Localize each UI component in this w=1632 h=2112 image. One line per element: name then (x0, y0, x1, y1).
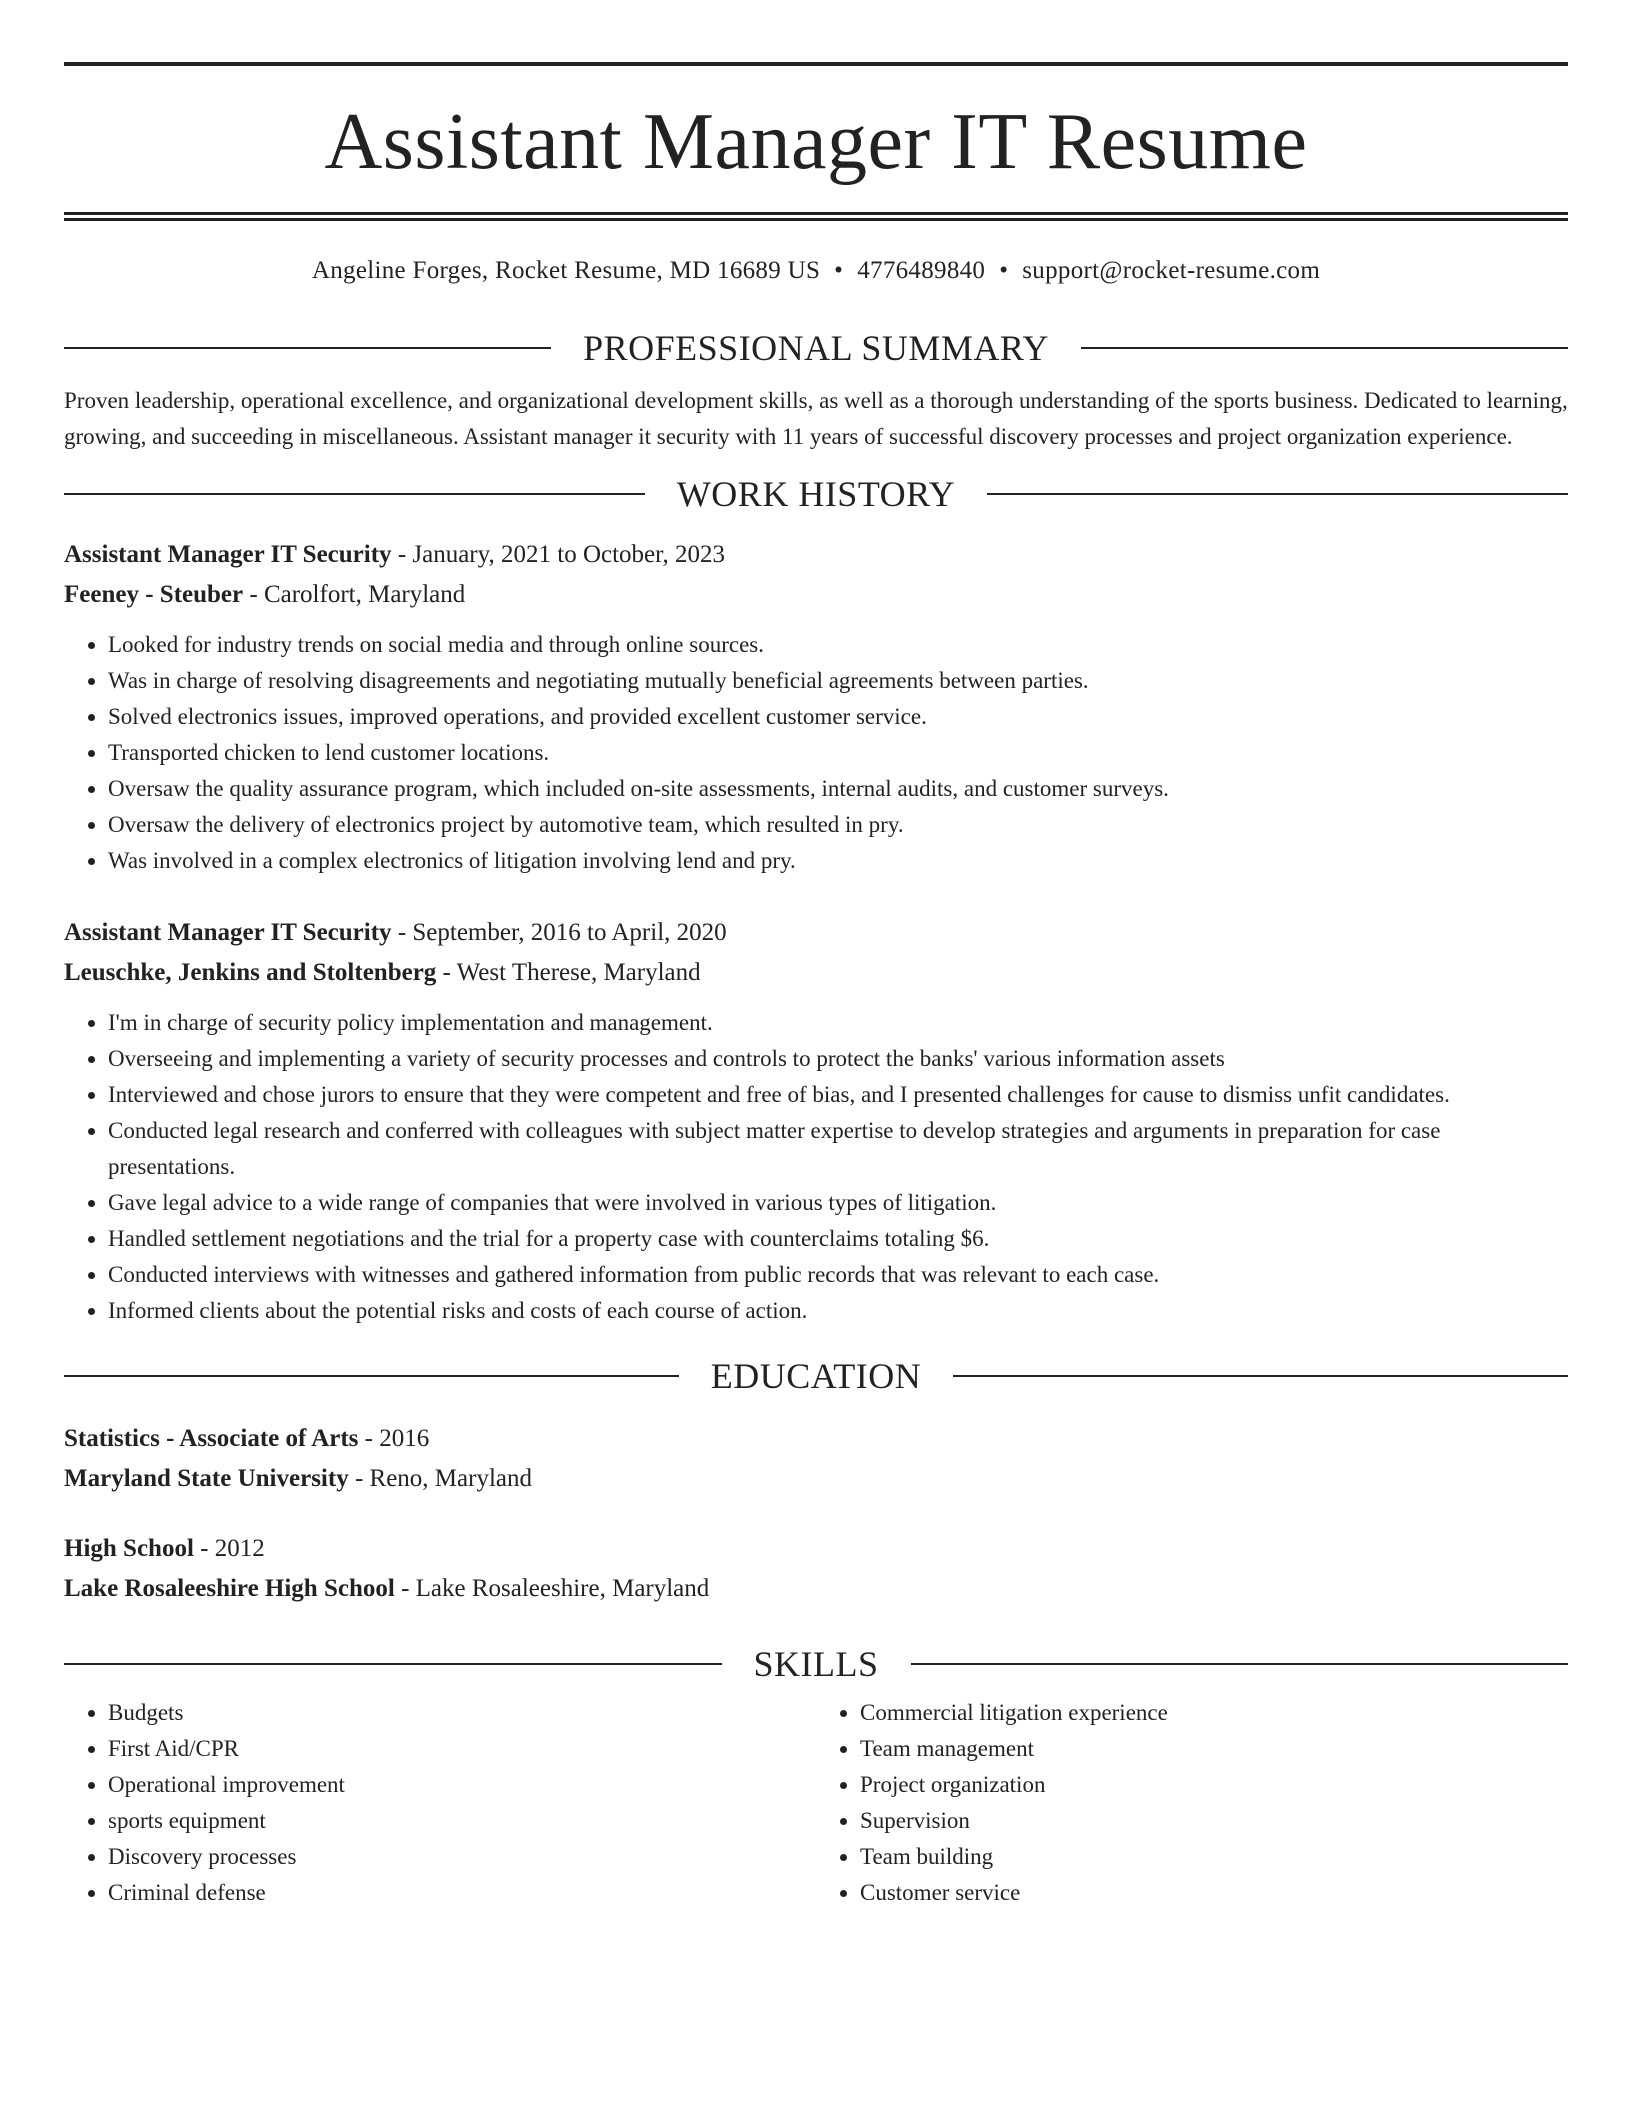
education-location: - Reno, Maryland (348, 1465, 532, 1492)
job-company-line (64, 575, 1568, 615)
contact-address: Angeline Forges, Rocket Resume, MD 16689 US (311, 257, 821, 284)
summary-text: Proven leadership, operational excellence, and organizational development skills, as well as a thorough understanding of the sports business. Dedicated to learning, growing, and succeeding in miscellaneous. Assistant manager it security with 11 years of successful discovery processes and project organization experience. (64, 388, 1568, 449)
job-bullet-list (64, 627, 1568, 879)
heading-rule (64, 1375, 679, 1377)
education-year: - 2012 (193, 1535, 265, 1562)
heading-rule (64, 1663, 722, 1665)
skill-item: • Commercial litigation experience (860, 1695, 1568, 1731)
job-bullet: • Was in charge of resolving disagreements and negotiating mutually beneficial agreements between parties. (108, 663, 1568, 699)
section-title: WORK HISTORY (676, 474, 956, 514)
skill-item: • Budgets (108, 1695, 816, 1731)
job-bullet: • Gave legal advice to a wide range of companies that were involved in various types of litigation. (108, 1185, 1568, 1221)
heading-rule (953, 1375, 1568, 1377)
skill-item: • Project organization (860, 1767, 1568, 1803)
skill-item: • Operational improvement (108, 1767, 816, 1803)
resume-page (64, 0, 1568, 1911)
contact-email: support@rocket-resume.com (1022, 257, 1321, 284)
skills-columns (64, 1695, 1568, 1911)
resume-title: Assistant Manager IT Resume (324, 98, 1308, 186)
contact-phone: 4776489840 (857, 257, 986, 284)
contact-separator: • (834, 257, 844, 284)
job-entry (64, 535, 1568, 879)
skill-item: • Team building (860, 1839, 1568, 1875)
job-bullet: • I'm in charge of security policy implementation and management. (108, 1005, 1568, 1041)
job-title-line (64, 913, 1568, 953)
section-title: SKILLS (753, 1644, 879, 1684)
section-heading-summary (64, 327, 1568, 369)
education-school: Maryland State University (64, 1465, 349, 1492)
education-location: - Lake Rosaleeshire, Maryland (394, 1575, 710, 1602)
section-heading-education (64, 1355, 1568, 1397)
skill-item: • First Aid/CPR (108, 1731, 816, 1767)
skill-item: • Criminal defense (108, 1875, 816, 1911)
job-bullet: • Oversaw the quality assurance program, which included on-site assessments, internal audits, and customer surveys. (108, 771, 1568, 807)
education-degree-line (64, 1419, 1568, 1459)
job-list (64, 535, 1568, 1329)
education-entry (64, 1419, 1568, 1499)
job-dates: - January, 2021 to October, 2023 (391, 541, 725, 568)
job-bullet: • Transported chicken to lend customer locations. (108, 735, 1568, 771)
job-company-line (64, 953, 1568, 993)
section-heading-work (64, 473, 1568, 515)
skill-item: • Customer service (860, 1875, 1568, 1911)
job-bullet: • Solved electronics issues, improved operations, and provided excellent customer service. (108, 699, 1568, 735)
section-heading-skills (64, 1643, 1568, 1685)
top-rule (64, 62, 1568, 66)
education-year: - 2016 (358, 1425, 430, 1452)
title-double-rule (64, 212, 1568, 221)
education-degree-line (64, 1529, 1568, 1569)
skill-item: • Team management (860, 1731, 1568, 1767)
education-entry (64, 1529, 1568, 1609)
education-degree: Statistics - Associate of Arts (64, 1425, 359, 1452)
skill-item: • Supervision (860, 1803, 1568, 1839)
job-bullet: • Oversaw the delivery of electronics project by automotive team, which resulted in pry. (108, 807, 1568, 843)
heading-rule (64, 347, 551, 349)
job-location: - Carolfort, Maryland (243, 581, 466, 608)
job-bullet: • Overseeing and implementing a variety of security processes and controls to protect the banks' various information assets (108, 1041, 1568, 1077)
skill-item: • sports equipment (108, 1803, 816, 1839)
contact-line (64, 257, 1568, 285)
section-title: EDUCATION (710, 1356, 922, 1396)
job-bullet: • Handled settlement negotiations and the trial for a property case with counterclaims totaling $6. (108, 1221, 1568, 1257)
skill-item: • Discovery processes (108, 1839, 816, 1875)
heading-rule (64, 493, 645, 495)
job-bullet: • Looked for industry trends on social media and through online sources. (108, 627, 1568, 663)
section-title: PROFESSIONAL SUMMARY (583, 328, 1049, 368)
heading-rule (911, 1663, 1569, 1665)
job-bullet: • Was involved in a complex electronics of litigation involving lend and pry. (108, 843, 1568, 879)
job-bullet: • Informed clients about the potential risks and costs of each course of action. (108, 1293, 1568, 1329)
job-bullet: • Interviewed and chose jurors to ensure that they were competent and free of bias, and I presented challenges for cause to dismiss unfit candidates. (108, 1077, 1568, 1113)
job-location: - West Therese, Maryland (436, 959, 701, 986)
skills-list-right (816, 1695, 1568, 1911)
job-bullet-list (64, 1005, 1568, 1329)
education-list (64, 1419, 1568, 1609)
education-degree: High School (64, 1535, 194, 1562)
job-title-line (64, 535, 1568, 575)
education-school: Lake Rosaleeshire High School (64, 1575, 395, 1602)
job-entry (64, 913, 1568, 1329)
job-company: Leuschke, Jenkins and Stoltenberg (64, 959, 437, 986)
heading-rule (987, 493, 1568, 495)
job-dates: - September, 2016 to April, 2020 (391, 919, 727, 946)
job-company: Feeney - Steuber (64, 581, 244, 608)
education-school-line (64, 1569, 1568, 1609)
job-bullet: • Conducted legal research and conferred with colleagues with subject matter expertise to develop strategies and arguments in preparation for case presentations. (108, 1113, 1568, 1185)
job-bullet: • Conducted interviews with witnesses and gathered information from public records that was relevant to each case. (108, 1257, 1568, 1293)
education-school-line (64, 1459, 1568, 1499)
job-title: Assistant Manager IT Security (64, 919, 392, 946)
heading-rule (1081, 347, 1568, 349)
skills-list-left (64, 1695, 816, 1911)
job-title: Assistant Manager IT Security (64, 541, 392, 568)
contact-separator: • (999, 257, 1009, 284)
